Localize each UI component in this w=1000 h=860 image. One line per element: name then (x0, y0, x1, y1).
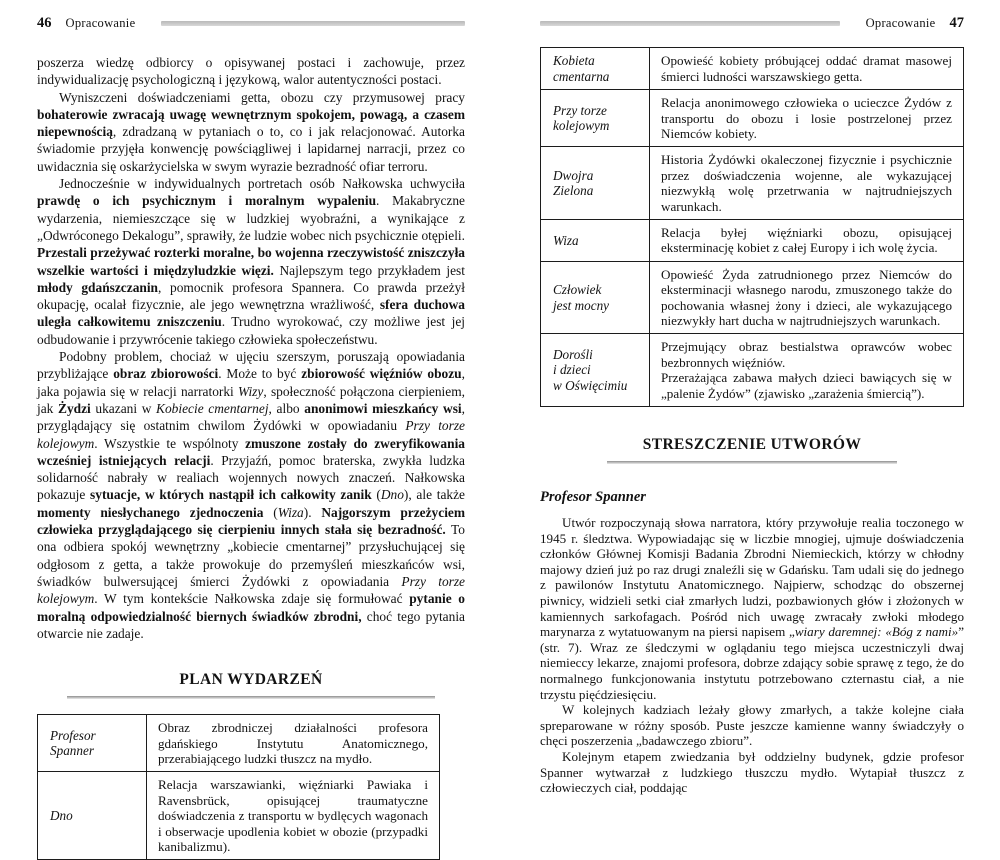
table-row (541, 220, 964, 262)
desc-paragraph: Relacja anonimowego człowieka o ucieczce Żydów z transportu do obozu i losie postrzelonej przez Niemców kobiety. (661, 95, 952, 141)
desc-paragraph: Przejmujący obraz bestialstwa oprawców wobec bezbronnych więźniów. (661, 339, 952, 370)
text-run: ( (371, 487, 381, 503)
text-run: Wiza (277, 504, 304, 520)
label-line: Przy torze (553, 102, 607, 118)
text-run: . Może to być (218, 366, 302, 382)
text-run: Utwór rozpoczynają słowa narratora, który przywołuje realia toczonego w 1945 r. śledztwa. Wypowiadając się w liczbie mnogiej, ujmuje doświadczenia członków Głównej Komisji Badania Zbrodni Niemieckich, którzy w chłodny majowy dzień już po raz drugi znaleźli się w Gdańsku. Tam udali się do jednego z pawilonów Instytutu Anatomicznego. Najpierw, schodząc do obszernej piwnicy, widzieli setki ciał zmarłych ludzi, pozbawionych głów i złożonych w kamiennych sarkofagach. Pośród nich uwagę zwracały zwłoki młodego marynarza z wytatuowanym na piersi napisem „ (540, 515, 964, 640)
text-run: pytanie o moralną odpowiedzialność biernych świadków zbrodni, (37, 591, 465, 624)
desc-paragraph: Przerażająca zabawa małych dzieci bawiących się w „palenie Żydów” (zjawisko „zarażenia śmiercią”). (661, 370, 952, 401)
text-run: Przy torze kolejowym (37, 418, 465, 451)
page-right (540, 16, 964, 796)
text-run: Kobiecie cmentarnej (156, 400, 269, 416)
text-run: , przyglądający się ostatnim chwilom Żydówki w opowiadaniu (37, 400, 465, 434)
text-run: , jaka pojawia się w relacji narratorki (37, 366, 465, 399)
table-desc-cell (650, 90, 964, 147)
running-head-label: Opracowanie (65, 15, 136, 30)
text-run: obraz zbiorowości (113, 366, 219, 382)
label-line: i dzieci (553, 362, 591, 378)
table-desc-cell (650, 261, 964, 334)
label-line: Zielona (553, 183, 594, 199)
table-row (541, 261, 964, 334)
table-label-cell (541, 220, 650, 262)
table-desc-cell (650, 147, 964, 220)
text-run: ), ale także (403, 487, 465, 503)
header-rule-bar (540, 21, 840, 26)
table-desc-cell (650, 220, 964, 262)
desc-paragraph: Obraz zbrodniczej działalności profesora gdańskiego Instytutu Anatomicznego, przerabiającego ludzki tłuszcz na mydło. (158, 720, 428, 766)
table-label-cell (38, 772, 147, 860)
text-run: młody gdańszczanin (37, 279, 159, 295)
text-run: ukazani w (90, 400, 157, 416)
text-run: . Makabryczne wydarzenia, niemieszczące się w ludzkiej wyobraźni, a wynikające z „Odwróconego Dekalogu”, sprawiły, że ludzie wobec nich psychicznie otępieli. (37, 193, 465, 243)
paragraph (37, 89, 465, 175)
page-number: 47 (949, 14, 964, 31)
text-run: Żydzi (58, 400, 91, 416)
table-label-cell (541, 147, 650, 220)
section-heading: STRESZCZENIE UTWORÓW (642, 436, 862, 454)
story-subheading: Profesor Spanner (540, 489, 646, 506)
text-run: Wizy (238, 383, 264, 399)
label-line: Spanner (50, 743, 94, 759)
table-row (541, 48, 964, 90)
text-run: ” (str. 7). Wraz ze śledczymi w oglądaniu tego miejsca uczestniczyli dwaj niemieccy lekarze, znajomi profesora, dobrze zdający sobie sprawę z tego, że do normalnego funkcjonowania instytutu potrzebowano czternastu ciał, a nie trzystu pięćdziesięciu. (540, 624, 964, 702)
paragraph (540, 702, 964, 749)
paragraph (540, 515, 964, 702)
text-run: Najlepszym tego przykładem jest (273, 262, 465, 278)
text-run: ). (303, 504, 322, 520)
label-line: kolejowym (553, 118, 610, 134)
text-run: Podobny problem, chociaż w ujęciu szerszym, poruszają opowiadania przybliżające (37, 349, 465, 382)
desc-paragraph: Historia Żydówki okaleczonej fizycznie i psychicznie przez doświadczenia wojenne, ale wykazującej niezwykłą wolę przetrwania w najtrudniejszych warunkach. (661, 152, 952, 214)
text-run: , społeczność połączona cierpieniem, jak (37, 383, 465, 416)
label-line: Profesor (50, 727, 96, 743)
table-label-cell (541, 90, 650, 147)
table-row (541, 147, 964, 220)
heading-rule (67, 696, 435, 699)
label-line: Kobieta (553, 53, 595, 68)
text-run: zmuszone zostały do zweryfikowania wcześniej istniejących relacji (37, 435, 465, 468)
desc-paragraph: Relacja byłej więźniarki obozu, opisującej eksterminację kobiet z całej Europy i ich wolę życia. (661, 225, 952, 256)
paragraph (37, 348, 465, 642)
desc-paragraph: Opowieść Żyda zatrudnionego przez Niemców do eksterminacji własnego narodu, zmuszonego także do pochowania własnej żony i dzieci, ale wykazującego niezwykły hart ducha w najtrudniejszych warunkach. (661, 266, 952, 329)
paragraph (37, 175, 465, 348)
text-run: Dno (380, 487, 404, 503)
label-line: Człowiek (553, 282, 602, 298)
text-run: . Trudno wyrokować, czy możliwe jest jej odbudowanie i przywrócenie takiego człowieka społeczeństwu. (37, 314, 465, 347)
running-head-label: Opracowanie (865, 15, 936, 30)
label-line: w Oświęcimiu (553, 378, 628, 394)
text-run: Jednocześnie w indywidualnych portretach osób Nałkowska uchwyciła (59, 176, 465, 192)
text-run: . Wszystkie te wspólnoty (94, 435, 246, 451)
label-line: cmentarna (553, 68, 610, 84)
desc-paragraph: Relacja warszawianki, więźniarki Pawiaka i Ravensbrück, opisującej traumatyczne doświadczenia z transportu w bydlęcych wagonach i obserwacje upodlenia kobiet w obozie (przypadki kanibalizmu). (158, 777, 428, 854)
label-line: Dwojra (553, 167, 594, 183)
table-desc-cell (650, 48, 964, 90)
text-run: . Przyjaźń, pomoc braterska, zwykła ludzka solidarność nabrały w realiach wojennych nowych znaczeń. Nałkowska pokazuje (37, 452, 465, 503)
label-line: Wiza (553, 232, 579, 248)
text-run: anonimowi mieszkańcy wsi (304, 400, 462, 416)
text-run: choć tego pytania otwarcie nie zadaje. (37, 608, 465, 641)
body-text (37, 54, 465, 642)
table-label-cell (541, 48, 650, 90)
table-desc-cell (650, 334, 964, 407)
plan-wydarzen-table-continued (540, 47, 964, 407)
label-line: jest mocny (553, 297, 610, 313)
text-run: W kolejnych kadziach leżały głowy zmarłych, a także kolejne ciała spreparowane w różny sposób. Puste jeszcze kamienne wanny świadczyły o chęci poszerzenia „badawczego zbioru”. (540, 702, 964, 749)
table-row (541, 90, 964, 147)
text-run: , albo (268, 400, 305, 416)
text-run: prawdę o ich psychicznym i moralnym wypaleniu (37, 193, 377, 209)
text-run: Przestali przeżywać rozterki moralne, bo wojenna rzeczywistość zniszczyła wszelkie wartości i międzyludzkie więzi. (37, 245, 465, 278)
table-row (38, 772, 440, 860)
header-rule-bar (161, 21, 465, 26)
text-run: Wyniszczeni doświadczeniami getta, obozu czy przymusowej pracy (59, 89, 465, 105)
text-run: wiary daremnej: «Bóg z nami» (794, 624, 959, 640)
text-run: poszerza wiedzę odbiorcy o opisywanej postaci i zachowuje, przez indywidualizację psychologiczną i językową, walor autentyczności postaci. (37, 55, 465, 88)
label-line: Dorośli (553, 346, 593, 362)
table-label-cell (38, 715, 147, 772)
heading-rule (607, 461, 897, 464)
text-run: momenty niesłychanego zjednoczenia (37, 504, 264, 520)
table-label-cell (541, 261, 650, 334)
text-run: ( (263, 504, 278, 520)
running-header (37, 16, 465, 30)
text-run: Kolejnym etapem zwiedzania był oddzielny budynek, gdzie profesor Spanner wytwarzał z ludzkiego tłuszczu mydło. Wytapiał tłuszcz z człowieczych ciał, poddając (540, 749, 964, 796)
text-run: To ona odbiera spokój wewnętrzny „kobiecie cmentarnej” przysłuchującej się odgłosom z getta, a także prowokuje do przemyśleń mieszkańców wsi, świadków bulwersującej śmierci Żydówki z opowiadania (37, 522, 465, 589)
table-row (38, 715, 440, 772)
text-run: sfera duchowa uległa całkowitemu zniszczeniu (37, 297, 465, 330)
table-desc-cell (147, 772, 440, 860)
section-heading: PLAN WYDARZEŃ (179, 671, 323, 689)
text-run: sytuacje, w których nastąpił ich całkowity zanik (90, 487, 372, 503)
text-run: zbiorowość więźniów obozu (301, 366, 462, 382)
label-line: Dno (50, 808, 73, 824)
text-run: . W tym kontekście Nałkowska zdaje się formułować (94, 591, 410, 607)
body-text (540, 515, 964, 796)
running-header (540, 16, 964, 30)
plan-wydarzen-table (37, 714, 440, 860)
text-run: , zdradzaną w pytaniach o to, co i jak relacjonować. Autorka świadomie przyjęła konwencję powściągliwej i lapidarnej narracji, przez co uwidacznia się oskarżycielska w swym wyrazie bezradność ofiar terroru. (37, 124, 465, 174)
text-run: Najgorszym przeżyciem człowieka przyglądającego się cierpieniu innych stała się bezradność. (37, 504, 466, 538)
page-number: 46 (37, 14, 52, 31)
desc-paragraph: Opowieść kobiety próbującej oddać dramat masowej śmierci ludności warszawskiego getta. (661, 53, 952, 84)
paragraph (540, 749, 964, 796)
table-row (541, 334, 964, 407)
page-left (37, 16, 465, 860)
table-desc-cell (147, 715, 440, 772)
text-run: bohaterowie zwracają uwagę wewnętrznym spokojem, powagą, a czasem niepewnością (37, 106, 465, 140)
text-run: Przy torze kolejowym (37, 573, 466, 607)
text-run: , pomocnik profesora Spannera. Co prawda przeżył okupację, ocalał fizycznie, ale jego wewnętrzna wrażliwość, (37, 279, 466, 313)
paragraph (37, 54, 465, 89)
table-label-cell (541, 334, 650, 407)
